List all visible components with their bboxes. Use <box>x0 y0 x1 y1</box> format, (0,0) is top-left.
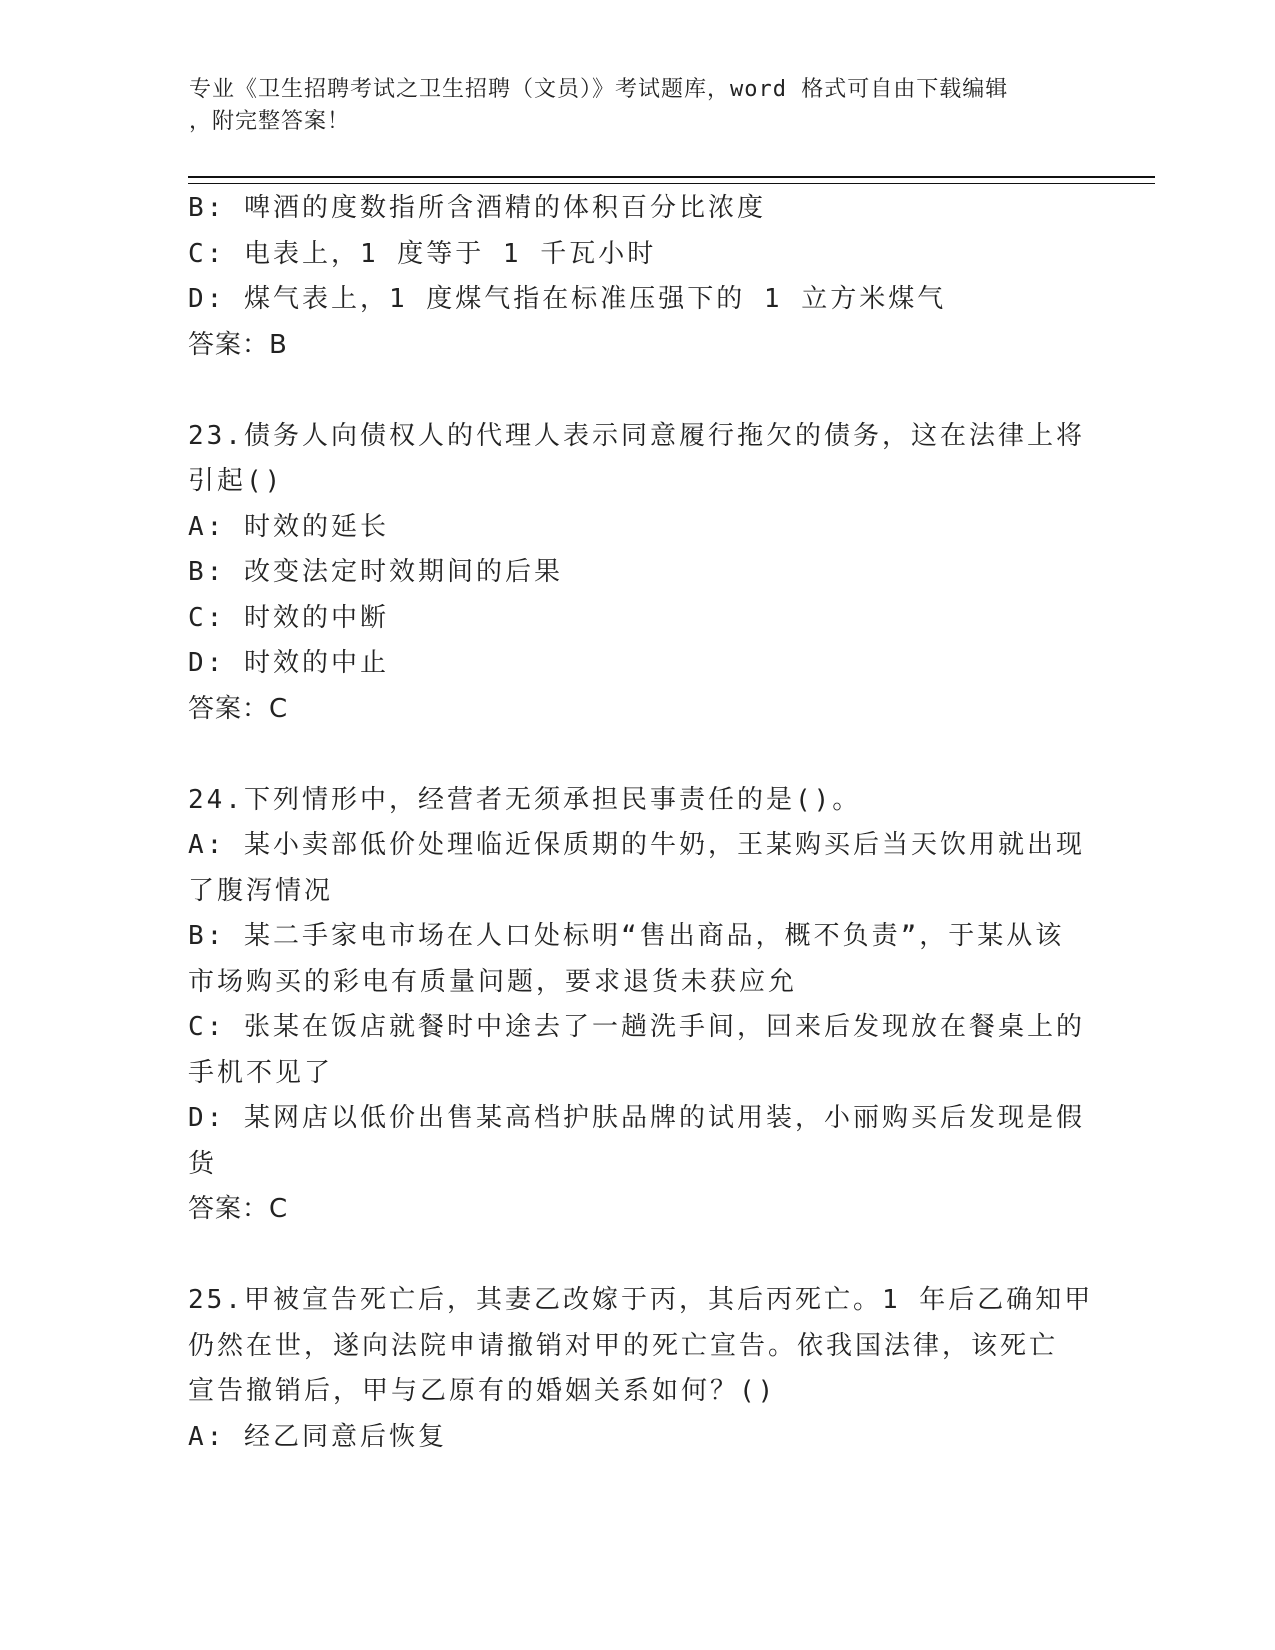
question-24 <box>188 778 1088 1233</box>
option-a-cont: 了腹泻情况 <box>188 875 334 906</box>
option-d: D: 某网店以低价出售某高档护肤品牌的试用装，小丽购买后发现是假 <box>188 1103 1085 1133</box>
question-25 <box>188 1278 1094 1460</box>
document-header <box>189 74 1069 138</box>
option-b: B: 啤酒的度数指所含酒精的体积百分比浓度 <box>188 193 766 223</box>
header-divider <box>188 176 1155 184</box>
question-stem-cont: 仍然在世，遂向法院申请撤销对甲的死亡宣告。依我国法律，该死亡 <box>188 1330 1059 1361</box>
question-stem: 23.债务人向债权人的代理人表示同意履行拖欠的债务，这在法律上将 <box>188 420 1085 451</box>
header-line-1: 专业《卫生招聘考试之卫生招聘（文员）》考试题库，word 格式可自由下载编辑 <box>189 77 1009 102</box>
option-d: D: 煤气表上，1 度煤气指在标准压强下的 1 立方米煤气 <box>188 284 947 314</box>
option-a: A: 某小卖部低价处理临近保质期的牛奶，王某购买后当天饮用就出现 <box>188 830 1085 860</box>
spacer <box>188 732 1088 778</box>
spacer <box>188 1233 1088 1279</box>
answer: 答案：C <box>188 1194 289 1224</box>
option-b-cont: 市场购买的彩电有质量问题，要求退货未获应允 <box>188 966 798 997</box>
option-b: B: 改变法定时效期间的后果 <box>188 557 563 587</box>
question-22-fragment <box>188 186 1088 368</box>
question-stem-cont: 宣告撤销后，甲与乙原有的婚姻关系如何？() <box>188 1376 777 1406</box>
option-a: A: 时效的延长 <box>188 511 389 542</box>
spacer <box>188 368 1088 414</box>
question-stem: 24.下列情形中，经营者无须承担民事责任的是()。 <box>188 784 862 815</box>
option-c: C: 时效的中断 <box>188 602 389 633</box>
option-c: C: 电表上，1 度等于 1 千瓦小时 <box>188 238 657 269</box>
answer: 答案：C <box>188 693 289 724</box>
header-line-2: ，附完整答案！ <box>189 109 351 134</box>
option-d-cont: 货 <box>188 1148 218 1179</box>
option-a: A: 经乙同意后恢复 <box>188 1421 447 1452</box>
question-23 <box>188 414 1088 733</box>
option-c: C: 张某在饭店就餐时中途去了一趟洗手间，回来后发现放在餐桌上的 <box>188 1012 1085 1042</box>
question-content <box>188 186 1094 1460</box>
option-c-cont: 手机不见了 <box>188 1057 334 1088</box>
option-d: D: 时效的中止 <box>188 648 389 678</box>
answer: 答案：B <box>188 329 288 360</box>
question-stem: 25.甲被宣告死亡后，其妻乙改嫁于丙，其后丙死亡。1 年后乙确知甲 <box>188 1285 1094 1315</box>
question-stem-cont: 引起() <box>188 466 284 496</box>
option-b: B: 某二手家电市场在人口处标明“售出商品，概不负责”，于某从该 <box>188 921 1065 951</box>
